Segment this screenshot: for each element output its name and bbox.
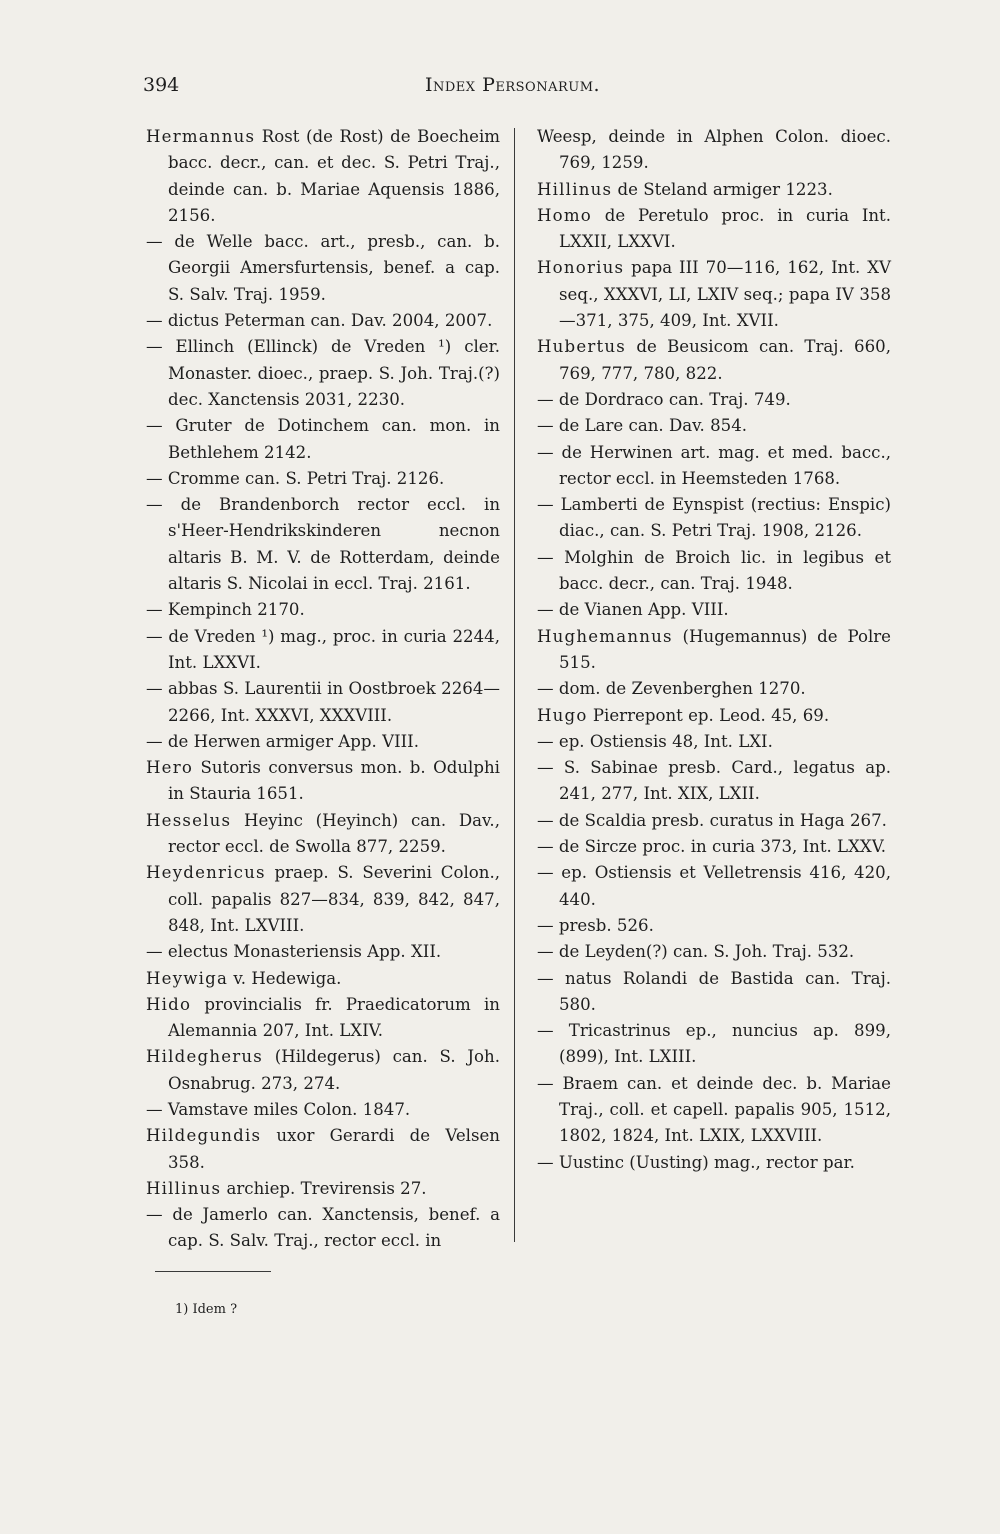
- index-entry: [537, 1018, 891, 1071]
- index-entry: [537, 440, 891, 493]
- index-entry: [537, 1150, 891, 1176]
- entry-text: Rost (de Rost) de Boecheim bacc. decr., can. et dec. S. Petri Traj., deinde can. b. Mariae Aquensis 1886, 2156.: [168, 127, 500, 225]
- entry-headword: Hildegherus: [146, 1047, 263, 1067]
- entry-headword: Hido: [146, 994, 192, 1014]
- index-entry: [146, 597, 500, 623]
- entry-headword: Hildegundis: [146, 1126, 262, 1146]
- entry-text: — de Jamerlo can. Xanctensis, benef. a cap. S. Salv. Traj., rector eccl. in: [146, 1205, 500, 1251]
- index-entry: [537, 913, 891, 939]
- index-entry: [146, 992, 500, 1045]
- entry-text: — electus Monasteriensis App. XII.: [146, 942, 442, 962]
- index-entry: [146, 124, 500, 229]
- entry-text: — Lamberti de Eynspist (rectius: Enspic) diac., can. S. Petri Traj. 1908, 2126.: [537, 495, 891, 541]
- index-entry: [537, 729, 891, 755]
- entry-text: (Hildegerus) can. S. Joh. Osnabrug. 273, 274.: [168, 1047, 500, 1093]
- entry-text: de Steland armiger 1223.: [612, 179, 833, 199]
- entry-headword: Heywiga: [146, 968, 229, 988]
- entry-headword: Homo: [537, 205, 592, 225]
- index-entry: [537, 492, 891, 545]
- entry-text: — de Herwen armiger App. VIII.: [146, 731, 420, 751]
- footnote: 1) Idem ?: [175, 1302, 238, 1317]
- index-entry: [537, 860, 891, 913]
- entry-text: — Gruter de Dotinchem can. mon. in Bethlehem 2142.: [146, 416, 500, 462]
- index-entry: [537, 387, 891, 413]
- entry-text: — presb. 526.: [537, 915, 654, 935]
- index-entry: [537, 624, 891, 677]
- column-divider: [514, 128, 515, 1242]
- entry-text: — Cromme can. S. Petri Traj. 2126.: [146, 468, 445, 488]
- entry-text: — Molghin de Broich lic. in legibus et bacc. decr., can. Traj. 1948.: [537, 547, 891, 594]
- index-entry: [146, 676, 500, 729]
- entry-text: provincialis fr. Praedicatorum in Alemannia 207, Int. LXIV.: [168, 994, 500, 1041]
- entry-text: — S. Sabinae presb. Card., legatus ap. 241, 277, Int. XIX, LXII.: [537, 758, 891, 804]
- index-entry: [537, 255, 891, 334]
- index-entry: [537, 334, 891, 387]
- index-entry: [146, 939, 500, 965]
- entry-text: v. Hedewiga.: [228, 968, 342, 988]
- index-entry: [146, 860, 500, 939]
- entry-text: — Braem can. et deinde dec. b. Mariae Traj., coll. et capell. papalis 905, 1512, 1802, 1824, Int. LXIX, LXXVIII.: [537, 1073, 891, 1146]
- index-entry: [146, 624, 500, 677]
- entry-text: — de Dordraco can. Traj. 749.: [537, 389, 791, 409]
- index-entry: [537, 124, 891, 177]
- entry-text: — de Leyden(?) can. S. Joh. Traj. 532.: [537, 942, 855, 962]
- left-column: [146, 124, 500, 1255]
- index-entry: [537, 834, 891, 860]
- entry-headword: Hermannus: [146, 127, 256, 146]
- entry-text: — Ellinch (Ellinck) de Vreden ¹) cler. Monaster. dioec., praep. S. Joh. Traj.(?) dec. Xanctensis 2031, 2230.: [146, 337, 500, 409]
- index-entry: [146, 755, 500, 808]
- entry-headword: Hero: [146, 758, 194, 778]
- entry-text: (Hugemannus) de Polre 515.: [559, 626, 891, 672]
- entry-text: — de Scaldia presb. curatus in Haga 267.: [537, 810, 887, 830]
- entry-headword: Heydenricus: [146, 863, 266, 883]
- entry-headword: Hesselus: [146, 810, 232, 830]
- entry-text: — ep. Ostiensis et Velletrensis 416, 420, 440.: [537, 863, 891, 909]
- index-entry: [537, 808, 891, 834]
- index-entry: [537, 203, 891, 256]
- index-entry: [146, 1123, 500, 1176]
- index-entry: [537, 755, 891, 808]
- index-entry: [537, 177, 891, 203]
- entry-text: — Uustinc (Uusting) mag., rector par.: [537, 1152, 855, 1172]
- entry-text: Heyinc (Heyinch) can. Dav., rector eccl. de Swolla 877, 2259.: [168, 810, 500, 857]
- entry-text: — de Brandenborch rector eccl. in s'Heer-Hendrikskinderen necnon altaris B. M. V. de Rotterdam, deinde altaris S. Nicolai in eccl. Traj. 2161.: [146, 495, 500, 594]
- entry-text: — de Lare can. Dav. 854.: [537, 416, 748, 436]
- entry-text: — Vamstave miles Colon. 1847.: [146, 1099, 411, 1119]
- entry-text: praep. S. Severini Colon., coll. papalis 827—834, 839, 842, 847, 848, Int. LXVIII.: [168, 863, 500, 935]
- index-entry: [146, 1044, 500, 1097]
- index-entry: [146, 808, 500, 861]
- entry-text: — de Welle bacc. art., presb., can. b. Georgii Amersfurtensis, benef. a cap. S. Salv. Traj. 1959.: [146, 232, 500, 304]
- right-column: [537, 124, 891, 1176]
- entry-headword: Hillinus: [537, 179, 613, 199]
- entry-text: — natus Rolandi de Bastida can. Traj. 580.: [537, 968, 891, 1014]
- entry-headword: Hugo: [537, 705, 588, 725]
- entry-text: — Kempinch 2170.: [146, 600, 305, 620]
- entry-text: — abbas S. Laurentii in Oostbroek 2264—2266, Int. XXXVI, XXXVIII.: [146, 679, 500, 725]
- running-head: Index Personarum.: [425, 74, 601, 96]
- entry-headword: Honorius: [537, 258, 625, 278]
- entry-headword: Hughemannus: [537, 626, 673, 646]
- index-entry: [146, 466, 500, 492]
- index-entry: [537, 597, 891, 623]
- footnote-divider: [155, 1271, 271, 1272]
- entry-text: de Beusicom can. Traj. 660, 769, 777, 780, 822.: [559, 337, 891, 383]
- entry-text: — dom. de Zevenberghen 1270.: [537, 679, 806, 699]
- entry-headword: Hubertus: [537, 337, 627, 357]
- index-entry: [146, 1202, 500, 1255]
- index-entry: [146, 308, 500, 334]
- entry-text: archiep. Trevirensis 27.: [221, 1178, 427, 1198]
- index-entry: [537, 545, 891, 598]
- entry-text: — de Sircze proc. in curia 373, Int. LXXV.: [537, 837, 887, 857]
- entry-text: papa III 70—116, 162, Int. XV seq., XXXVI, LI, LXIV seq.; papa IV 358—371, 375, 409, Int. XVII.: [559, 258, 891, 331]
- index-entry: [146, 729, 500, 755]
- index-entry: [537, 676, 891, 702]
- entry-text: de Peretulo proc. in curia Int. LXXII, LXXVI.: [559, 205, 891, 252]
- entry-text: — Tricastrinus ep., nuncius ap. 899, (899), Int. LXIII.: [537, 1021, 891, 1067]
- index-entry: [146, 413, 500, 466]
- page-number: 394: [143, 74, 180, 96]
- entry-text: Weesp, deinde in Alphen Colon. dioec. 769, 1259.: [537, 127, 891, 173]
- index-entry: [146, 229, 500, 308]
- entry-text: Pierrepont ep. Leod. 45, 69.: [587, 705, 830, 725]
- index-entry: [537, 966, 891, 1019]
- index-entry: [537, 703, 891, 729]
- entry-text: Sutoris conversus mon. b. Odulphi in Stauria 1651.: [168, 758, 500, 804]
- index-entry: [537, 1071, 891, 1150]
- index-entry: [146, 334, 500, 413]
- index-entry: [146, 1176, 500, 1202]
- entry-headword: Hillinus: [146, 1178, 222, 1198]
- index-entry: [146, 492, 500, 597]
- entry-text: — ep. Ostiensis 48, Int. LXI.: [537, 731, 773, 751]
- index-entry: [146, 1097, 500, 1123]
- entry-text: — de Vreden ¹) mag., proc. in curia 2244, Int. LXXVI.: [146, 626, 500, 672]
- entry-text: — de Herwinen art. mag. et med. bacc., rector eccl. in Heemsteden 1768.: [537, 442, 891, 488]
- entry-text: — dictus Peterman can. Dav. 2004, 2007.: [146, 311, 493, 331]
- index-entry: [537, 413, 891, 439]
- entry-text: uxor Gerardi de Velsen 358.: [168, 1126, 500, 1172]
- entry-text: — de Vianen App. VIII.: [537, 600, 729, 620]
- index-entry: [537, 939, 891, 965]
- index-entry: [146, 966, 500, 992]
